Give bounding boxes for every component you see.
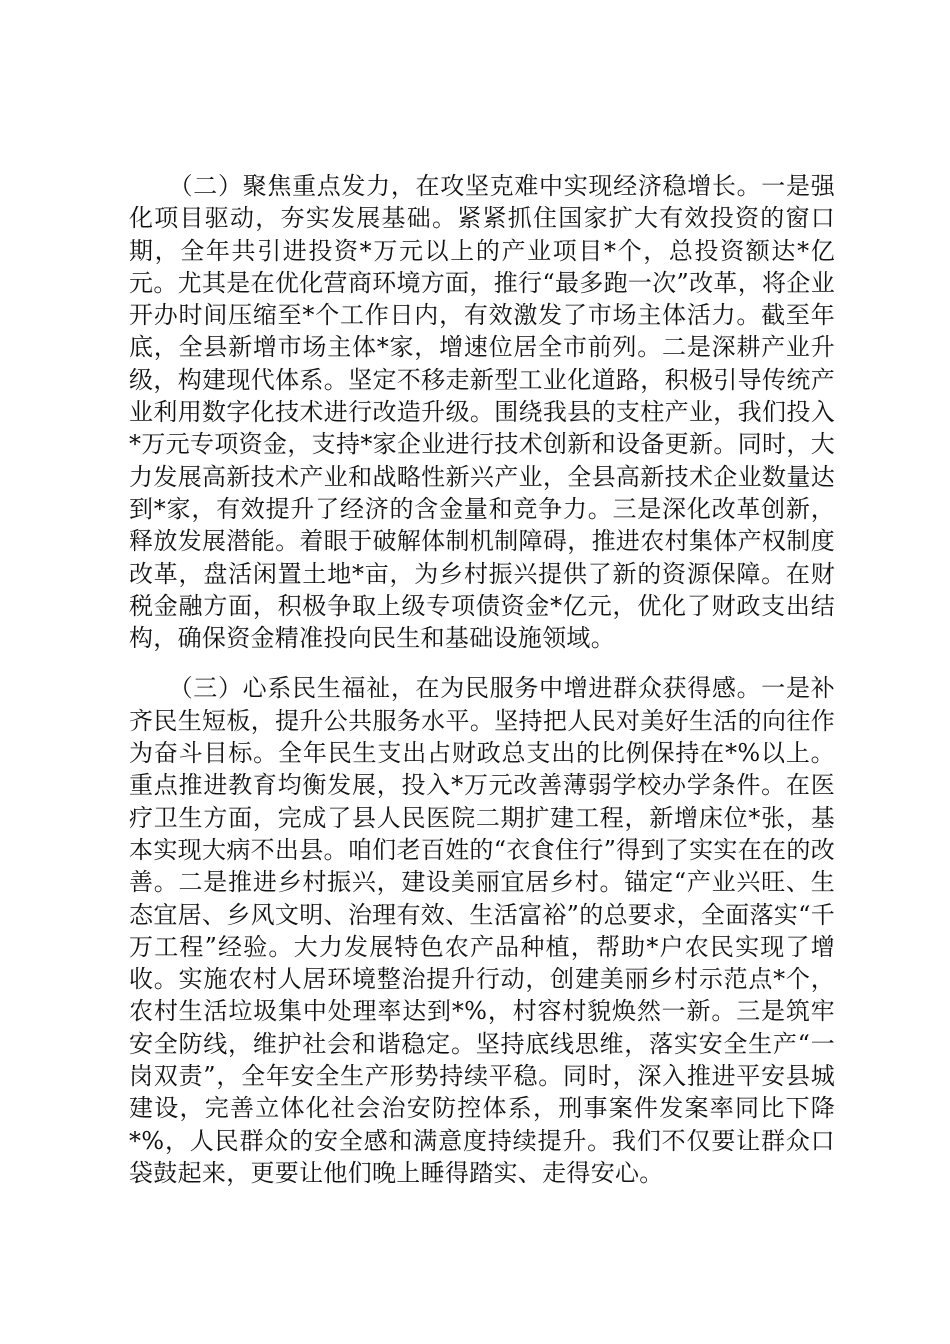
document-body [129,170,835,1189]
paragraph-people-livelihood: （三）心系民生福祉，在为民服务中增进群众获得感。一是补齐民生短板，提升公共服务水平。坚持把人民对美好生活的向往作为奋斗目标。全年民生支出占财政总支出的比例保持在*%以上。重点推进教育均衡发展，投入*万元改善薄弱学校办学条件。在医疗卫生方面，完成了县人民医院二期扩建工程，新增床位*张，基本实现大病不出县。咱们老百姓的“衣食住行”得到了实实在在的改善。二是推进乡村振兴，建设美丽宜居乡村。锚定“产业兴旺、生态宜居、乡风文明、治理有效、生活富裕”的总要求，全面落实“千万工程”经验。大力发展特色农产品种植，帮助*户农民实现了增收。实施农村人居环境整治提升行动，创建美丽乡村示范点*个，农村生活垃圾集中处理率达到*%，村容村貌焕然一新。三是筑牢安全防线，维护社会和谐稳定。坚持底线思维，落实安全生产“一岗双责”，全年安全生产形势持续平稳。同时，深入推进平安县城建设，完善立体化社会治安防控体系，刑事案件发案率同比下降*%，人民群众的安全感和满意度持续提升。我们不仅要让群众口袋鼓起来，更要让他们晚上睡得踏实、走得安心。 [129,674,835,1187]
paragraph-economic-growth: （二）聚焦重点发力，在攻坚克难中实现经济稳增长。一是强化项目驱动，夯实发展基础。紧紧抓住国家扩大有效投资的窗口期，全年共引进投资*万元以上的产业项目*个，总投资额达*亿元。尤其是在优化营商环境方面，推行“最多跑一次”改革，将企业开办时间压缩至*个工作日内，有效激发了市场主体活力。截至年底，全县新增市场主体*家，增速位居全市前列。二是深耕产业升级，构建现代体系。坚定不移走新型工业化道路，积极引导传统产业利用数字化技术进行改造升级。围绕我县的支柱产业，我们投入*万元专项资金，支持*家企业进行技术创新和设备更新。同时，大力发展高新技术产业和战略性新兴产业，全县高新技术企业数量达到*家，有效提升了经济的含金量和竞争力。三是深化改革创新，释放发展潜能。着眼于破解体制机制障碍，推进农村集体产权制度改革，盘活闲置土地*亩，为乡村振兴提供了新的资源保障。在财税金融方面，积极争取上级专项债资金*亿元，优化了财政支出结构，确保资金精准投向民生和基础设施领域。 [129,172,835,653]
